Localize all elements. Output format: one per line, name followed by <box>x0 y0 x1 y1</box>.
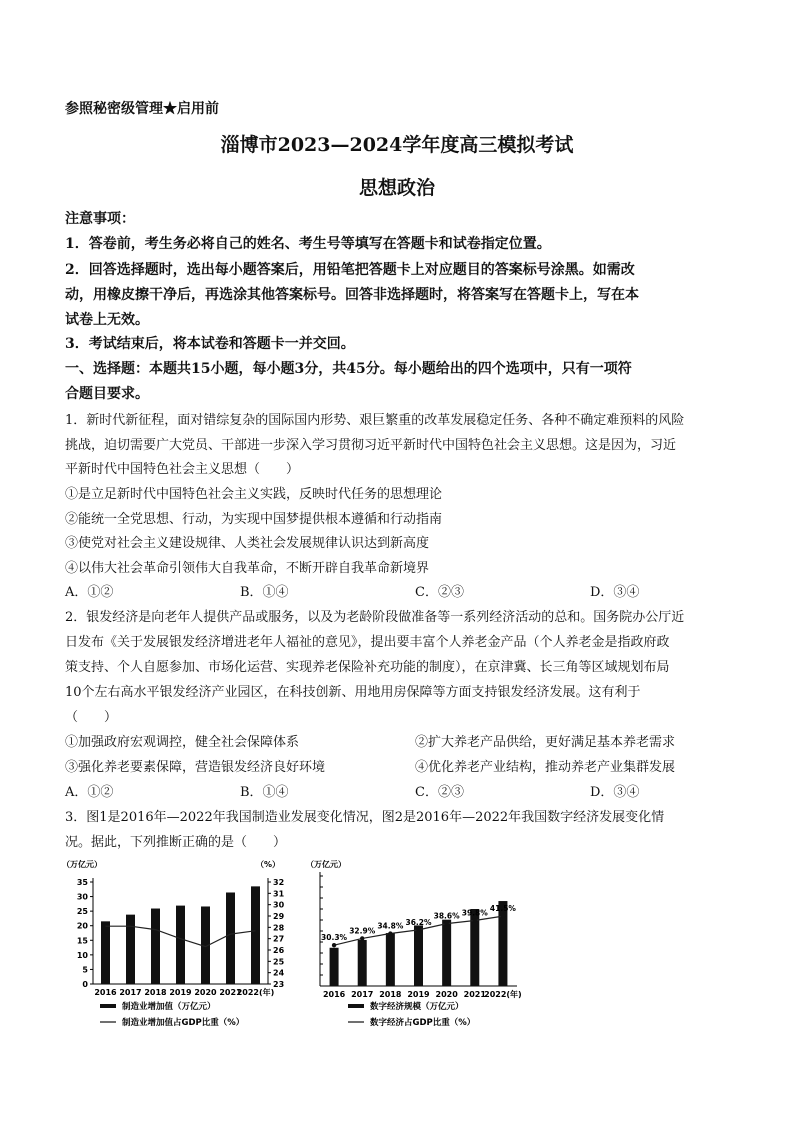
q1-option-4: ④以伟大社会革命引领伟大自我革命，不断开辟自我革命新境界 <box>65 561 430 576</box>
x-tick-label: 2022(年) <box>484 990 522 999</box>
manufacturing-bar <box>126 915 135 984</box>
legend-bar-swatch <box>100 1004 116 1008</box>
x-tick-label: 2018 <box>144 988 167 997</box>
left-tick-label: 10 <box>76 950 88 960</box>
q1-option-2: ②能统一全党思想、行动，为实现中国梦提供根本遵循和行动指南 <box>65 512 443 527</box>
note-3: 3．考试结束后，将本试卷和答题卡一并交回。 <box>65 336 355 352</box>
note-2-line-3: 试卷上无效。 <box>65 312 149 328</box>
q2-stem-line-4: 10个左右高水平银发经济产业园区，在科技创新、用地用房保障等方面支持银发经济发展。这有利于 <box>65 685 641 700</box>
digital-share-label: 32.9% <box>349 926 376 936</box>
left-axis-unit: （万亿元） <box>306 860 346 869</box>
q1-option-1: ①是立足新时代中国特色社会主义实践，反映时代任务的思想理论 <box>65 487 443 502</box>
digital-share-point <box>501 914 505 918</box>
q1-choice-c: C．②③ <box>415 585 464 600</box>
digital-share-label: 34.8% <box>377 921 404 931</box>
x-tick-label: 2016 <box>94 988 117 997</box>
notes-heading: 注意事项： <box>65 211 135 227</box>
manufacturing-bar <box>226 892 235 984</box>
q2-stem-line-3: 策支持、个人自愿参加、市场化运营、实现养老保险补充功能的制度），在京津冀、长三角等区域规划布局 <box>65 660 670 675</box>
right-tick-label: 30 <box>273 900 285 910</box>
note-2-line-2: 动，用橡皮擦干净后，再选涂其他答案标号。回答非选择题时，将答案写在答题卡上，写在本 <box>65 287 639 303</box>
right-tick-label: 28 <box>273 923 285 933</box>
x-tick-label: 2020 <box>435 990 458 999</box>
q1-choice-b: B．①④ <box>240 585 289 600</box>
legend-bar-label: 制造业增加值（万亿元） <box>122 1002 216 1012</box>
right-tick-label: 29 <box>273 912 285 921</box>
manufacturing-bar <box>251 886 260 984</box>
digital-economy-bar <box>330 948 339 986</box>
right-tick-label: 25 <box>273 957 285 967</box>
right-tick-label: 31 <box>273 889 285 899</box>
left-tick-label: 5 <box>82 965 88 975</box>
right-tick-label: 32 <box>273 878 285 887</box>
x-tick-label: 2019 <box>407 990 430 999</box>
q2-option-3: ③强化养老要素保障，营造银发经济良好环境 <box>65 760 326 775</box>
q2-option-1: ①加强政府宏观调控，健全社会保障体系 <box>65 735 300 750</box>
digital-share-point <box>444 921 448 925</box>
manufacturing-bar <box>151 909 160 984</box>
subject-title: 思想政治 <box>358 177 435 199</box>
digital-share-label: 41.5% <box>489 904 516 914</box>
digital-economy-bar <box>358 940 367 986</box>
note-1: 1．答卷前，考生务必将自己的姓名、考生号等填写在答题卡和试卷指定位置。 <box>65 236 551 252</box>
left-tick-label: 30 <box>76 892 88 902</box>
digital-share-point <box>332 943 336 947</box>
right-tick-label: 23 <box>273 980 285 989</box>
x-tick-label: 2016 <box>322 990 346 999</box>
x-tick-label: 2017 <box>351 990 374 999</box>
x-tick-label: 2017 <box>119 988 142 997</box>
q2-choice-b: B．①④ <box>240 785 289 800</box>
q1-option-3: ③使党对社会主义建设规律、人类社会发展规律认识达到新高度 <box>65 536 430 551</box>
digital-economy-bar <box>442 920 451 986</box>
q2-choice-d: D．③④ <box>590 785 640 800</box>
legend-line-label: 数字经济占GDP比重（%） <box>370 1018 476 1028</box>
q3-stem-line-2: 况。据此，下列推断正确的是（ ） <box>65 835 287 850</box>
note-2-line-1: 2．回答选择题时，选出每小题答案后，用铅笔把答题卡上对应题目的答案标号涂黑。如需改 <box>65 262 635 278</box>
left-tick-label: 0 <box>82 980 88 989</box>
q1-stem-line-3: 平新时代中国特色社会主义思想（ ） <box>65 462 300 477</box>
q2-choice-c: C．②③ <box>415 785 464 800</box>
digital-share-point <box>416 928 420 932</box>
legend-bar-label: 数字经济规模（万亿元） <box>370 1002 464 1012</box>
q2-stem-line-2: 日发布《关于发展银发经济增进老年人福祉的意见》，提出要丰富个人养老金产品（个人养老金是指政府政 <box>65 635 670 650</box>
exam-title: 淄博市2023—2024学年度高三模拟考试 <box>220 134 574 156</box>
digital-share-point <box>388 931 392 935</box>
digital-economy-bar <box>386 933 395 986</box>
manufacturing-bar <box>176 906 185 984</box>
digital-share-label: 38.6% <box>433 911 460 921</box>
q3-stem-line-1: 3．图1是2016年—2022年我国制造业发展变化情况，图2是2016年—2022年我国数字经济发展变化情 <box>65 810 665 825</box>
q1-stem-line-1: 1．新时代新征程，面对错综复杂的国际国内形势、艰巨繁重的改革发展稳定任务、各种不确定难预料的风险 <box>65 413 685 428</box>
q2-stem-line-5: （ ） <box>65 710 118 725</box>
digital-share-point <box>360 936 364 940</box>
section-heading-line-2: 合题目要求。 <box>65 386 149 402</box>
q2-choice-a: A．①② <box>65 785 114 800</box>
left-axis-unit: （万亿元） <box>62 860 102 869</box>
x-tick-label: 2021 <box>463 990 486 999</box>
x-tick-label: 2019 <box>169 988 192 997</box>
q1-choice-a: A．①② <box>65 585 114 600</box>
left-tick-label: 35 <box>76 878 88 887</box>
q1-choice-d: D．③④ <box>590 585 640 600</box>
digital-economy-bar <box>414 925 423 986</box>
digital-share-label: 36.2% <box>405 917 432 927</box>
x-tick-label: 2020 <box>194 988 217 997</box>
confidential-mark: 参照秘密级管理★启用前 <box>65 101 219 117</box>
right-tick-label: 26 <box>273 946 285 955</box>
q2-option-2: ②扩大养老产品供给，更好满足基本养老需求 <box>415 735 676 750</box>
legend-line-label: 制造业增加值占GDP比重（%） <box>122 1018 245 1028</box>
right-axis-unit: （%） <box>256 860 281 869</box>
digital-share-label: 30.3% <box>321 933 348 943</box>
left-tick-label: 25 <box>76 907 88 917</box>
left-tick-label: 20 <box>76 921 88 931</box>
right-tick-label: 24 <box>273 968 285 978</box>
x-tick-label: 2021 <box>219 988 242 997</box>
manufacturing-chart <box>60 856 310 1036</box>
digital-share-label: 39.8% <box>461 908 488 918</box>
section-heading-line-1: 一、选择题：本题共15小题，每小题3分，共45分。每小题给出的四个选项中，只有一项符 <box>65 361 632 377</box>
legend-bar-swatch <box>348 1004 364 1008</box>
right-tick-label: 27 <box>273 934 285 944</box>
q2-stem-line-1: 2．银发经济是向老年人提供产品或服务，以及为老龄阶段做准备等一系列经济活动的总和。国务院办公厅近 <box>65 610 685 625</box>
digital-economy-bar <box>498 901 507 986</box>
q1-stem-line-2: 挑战，迫切需要广大党员、干部进一步深入学习贯彻习近平新时代中国特色社会主义思想。这是因为，习近 <box>65 438 677 453</box>
digital-share-point <box>473 918 477 922</box>
x-tick-label: 2018 <box>379 990 402 999</box>
left-tick-label: 15 <box>76 936 88 946</box>
x-tick-label: 2022(年) <box>236 988 275 997</box>
digital-economy-chart <box>302 856 532 1036</box>
manufacturing-bar <box>101 921 110 984</box>
q2-option-4: ④优化养老产业结构，推动养老产业集群发展 <box>415 760 676 775</box>
